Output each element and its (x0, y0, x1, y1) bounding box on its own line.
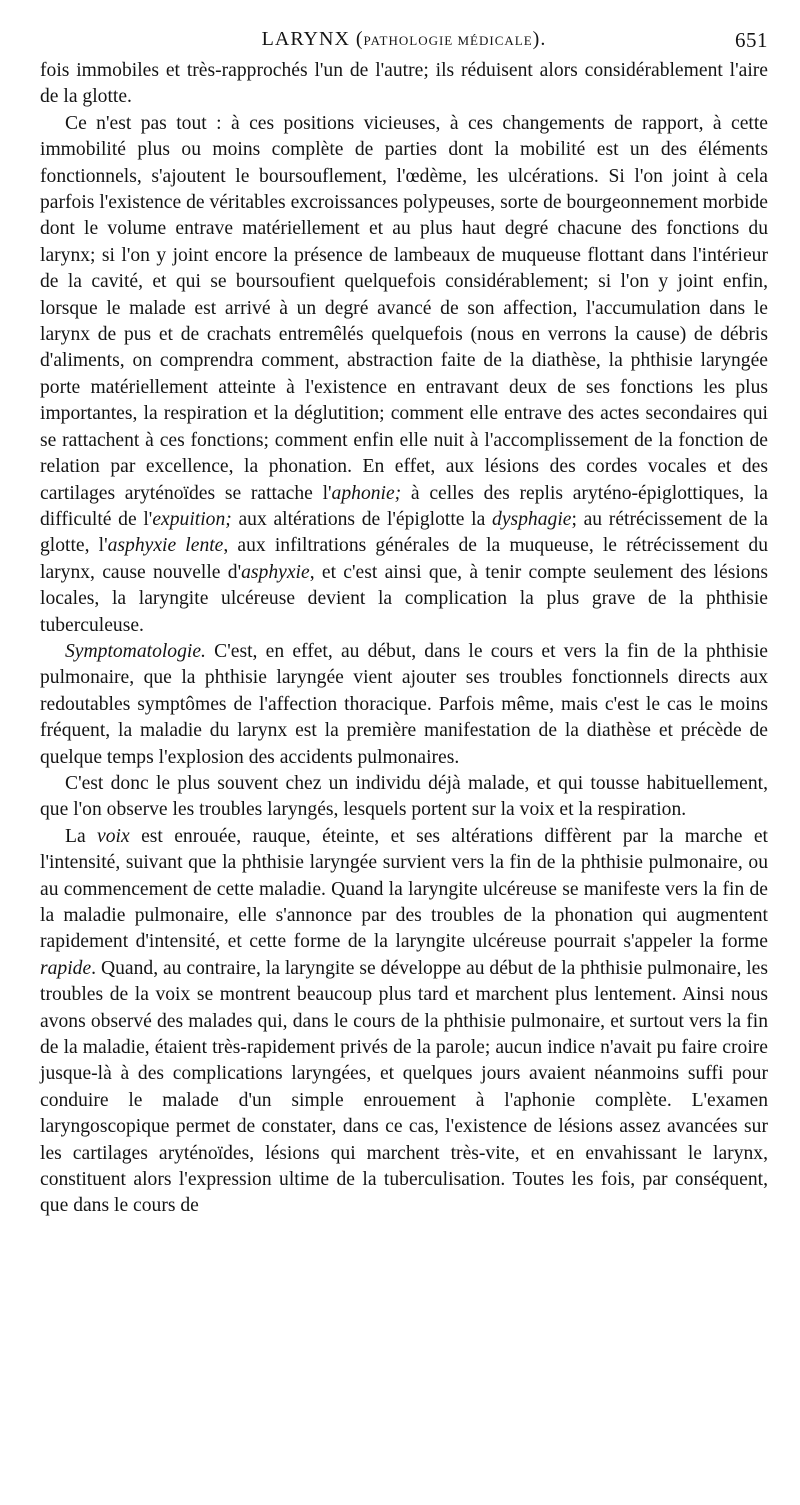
running-header (40, 28, 768, 58)
paragraph-lesions: Ce n'est pas tout : à ces positions vicieuses, à ces changements de rapport, à cette immobilité plus ou moins complète de parties dont la mobilité est un des éléments fonctionnels, s'ajoutent le boursouflement, l'œdème, les ulcérations. Si l'on joint à cela parfois l'existence de véritables excroissances polypeuses, sorte de bourgeonnement morbide dont le volume entrave matériellement et au plus haut degré chacune des fonctions du larynx; si l'on y joint encore la présence de lambeaux de muqueuse flottant dans l'intérieur de la cavité, et qui se boursoufient quelquefois considérablement; si l'on y joint enfin, lorsque le malade est arrivé à un degré avancé de son affection, l'accumulation dans le larynx de pus et de crachats entremêlés quelquefois (nous en verrons la cause) de débris d'aliments, on comprendra comment, abstraction faite de la diathèse, la phthisie laryngée porte matériellement atteinte à l'existence en entravant deux de ses fonctions les plus importantes, la respiration et la déglutition; comment elle entrave des actes secondaires qui se rattachent à ces fonctions; comment enfin elle nuit à l'accomplissement de la fonction de relation par excellence, la phonation. En effet, aux lésions des cordes vocales et des cartilages aryténoïdes se rattache l'aphonie; à celles des replis aryténo-épiglottiques, la difficulté de l'expuition; aux altérations de l'épiglotte la dysphagie; au rétrécissement de la glotte, l'asphyxie lente, aux infiltrations générales de la muqueuse, le rétrécissement du larynx, cause nouvelle d'asphyxie, et c'est ainsi que, à tenir compte seulement des lésions locales, la laryngite ulcéreuse devient la complication la plus grave de la phthisie tuberculeuse. (40, 112, 769, 636)
paragraph-continued: fois immobiles et très-rapprochés l'un de l'autre; ils réduisent alors considérablement l'aire de la glotte. (40, 60, 768, 108)
paragraph-symptomatologie: Symptomatologie. C'est, en effet, au début, dans le cours et vers la fin de la phthisie pulmonaire, que la phthisie laryngée vient ajouter ses troubles fonctionnels directs aux redoutables symptômes de l'affection thoracique. Parfois même, mais c'est le cas le moins fréquent, la maladie du larynx est la première manifestation de la diathèse et précède de quelque temps l'explosion des accidents pulmonaires. (40, 640, 768, 768)
term-voix: voix (97, 825, 130, 847)
term-dysphagie: dysphagie (492, 508, 572, 530)
running-title: LARYNX (PATHOLOGIE MÉDICALE). (261, 28, 547, 50)
term-asphyxie-lente: asphyxie lente (107, 535, 224, 557)
section-heading-symptomatologie: Symptomatologie. (65, 640, 206, 662)
term-rapide: rapide (40, 957, 92, 979)
body-text (40, 58, 768, 1220)
page-number: 651 (735, 28, 768, 52)
paragraph-individu: C'est donc le plus souvent chez un individu déjà malade, et qui tousse habituellement, que l'on observe les troubles laryngés, lesquels portent sur la voix et la respiration. (40, 772, 768, 821)
paragraph-voix: La voix est enrouée, rauque, éteinte, et ses altérations diffèrent par la marche et l'intensité, suivant que la phthisie laryngée survient vers la fin de la phthisie pulmonaire, ou au commencement de cette maladie. Quand la laryngite ulcéreuse se manifeste vers la fin de la maladie pulmonaire, elle s'annonce par des troubles de la phonation qui augmentent rapidement d'intensité, et cette forme de la laryngite ulcéreuse pourrait s'appeler la forme rapide. Quand, au contraire, la laryngite se développe au début de la phthisie pulmonaire, les troubles de la voix se montrent beaucoup plus tard et marchent plus lentement. Ainsi nous avons observé des malades qui, dans le cours de la phthisie pulmonaire, et surtout vers la fin de la maladie, étaient très-rapidement privés de la parole; aucun indice n'avait pu faire croire jusque-là à des complications laryngées, et quelques jours avaient néanmoins suffi pour conduire le malade d'un simple enrouement à l'aphonie complète. L'examen laryngoscopique permet de constater, dans ce cas, l'existence de lésions assez avancées sur les cartilages aryténoïdes, lésions qui marchent très-vite, et en envahissant le larynx, constituent alors l'expression ultime de la tuberculisation. Toutes les fois, par conséquent, que dans le cours de (40, 825, 769, 1217)
term-aphonie: aphonie; (331, 482, 402, 504)
term-asphyxie: asphyxie (241, 561, 310, 583)
term-expuition: expuition; (152, 508, 232, 530)
book-page (40, 28, 768, 1220)
